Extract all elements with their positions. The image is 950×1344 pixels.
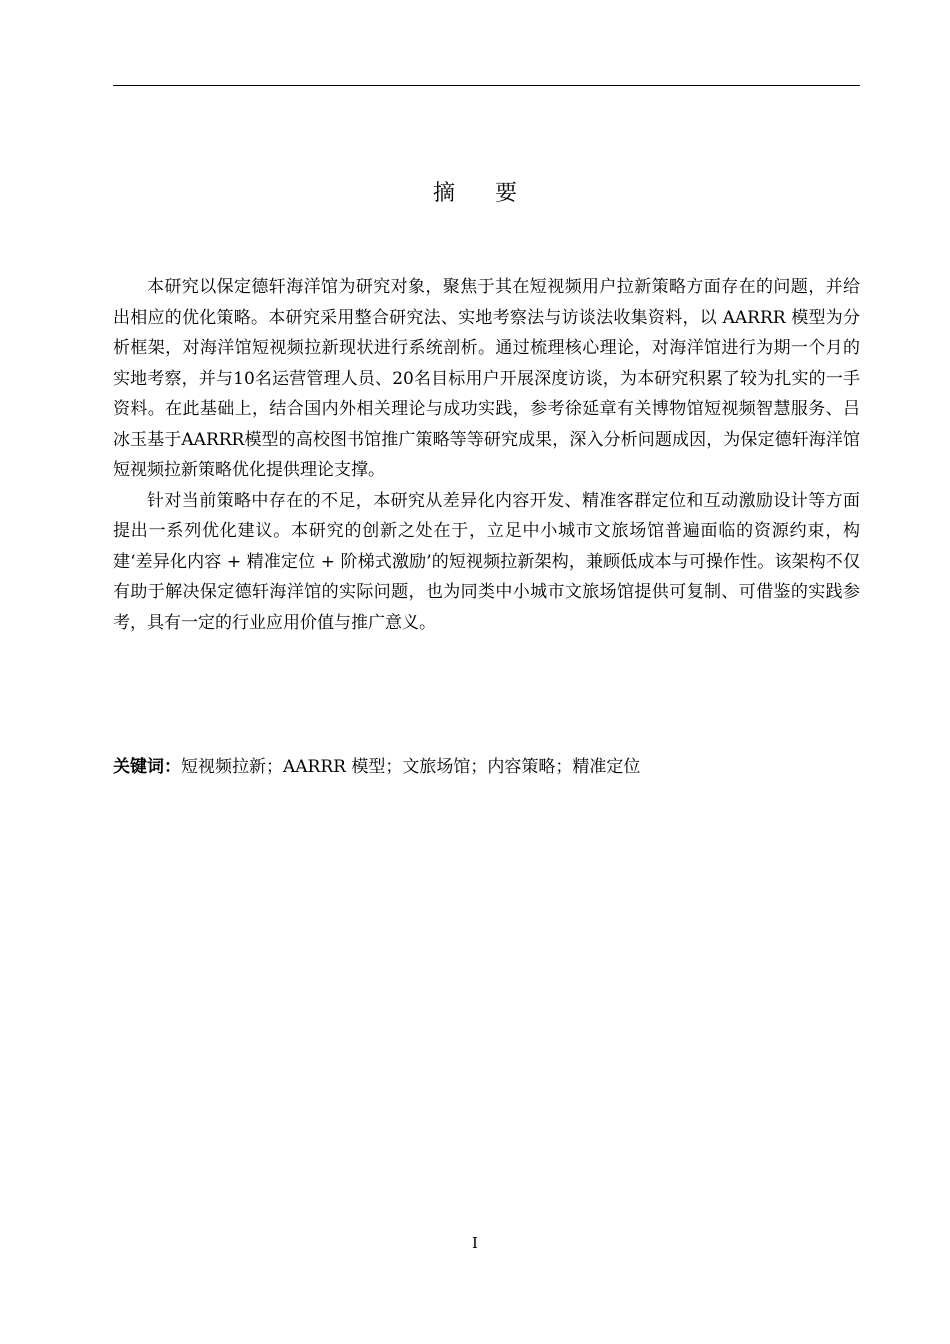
keywords-line	[113, 752, 860, 782]
page-number: I	[472, 1234, 478, 1252]
keywords-label: 关键词：	[113, 757, 181, 777]
keywords-text: 短视频拉新；AARRR 模型；文旅场馆；内容策略；精准定位	[181, 757, 641, 777]
abstract-body	[113, 272, 860, 638]
header-rule	[113, 85, 860, 86]
abstract-paragraph-2: 针对当前策略中存在的不足，本研究从差异化内容开发、精准客群定位和互动激励设计等方面提出一系列优化建议。本研究的创新之处在于，立足中小城市文旅场馆普遍面临的资源约束，构建‘差异化内容 + 精准定位 + 阶梯式激励’的短视频拉新架构，兼顾低成本与可操作性。该架构不仅有助于解决保定德轩海洋馆的实际问题，也为同类中小城市文旅场馆提供可复制、可借鉴的实践参考，具有一定的行业应用价值与推广意义。	[113, 490, 860, 633]
abstract-title: 摘要	[432, 181, 557, 206]
abstract-paragraph-1: 本研究以保定德轩海洋馆为研究对象，聚焦于其在短视频用户拉新策略方面存在的问题，并给出相应的优化策略。本研究采用整合研究法、实地考察法与访谈法收集资料，以 AARRR 模型为分析框架，对海洋馆短视频拉新现状进行系统剖析。通过梳理核心理论，对海洋馆进行为期一个月的实地考察，并与10名运营管理人员、20名目标用户开展深度访谈，为本研究积累了较为扎实的一手资料。在此基础上，结合国内外相关理论与成功实践，参考徐延章有关博物馆短视频智慧服务、吕冰玉基于AARRR模型的高校图书馆推广策略等等研究成果，深入分析问题成因，为保定德轩海洋馆短视频拉新策略优化提供理论支撑。	[113, 277, 860, 480]
